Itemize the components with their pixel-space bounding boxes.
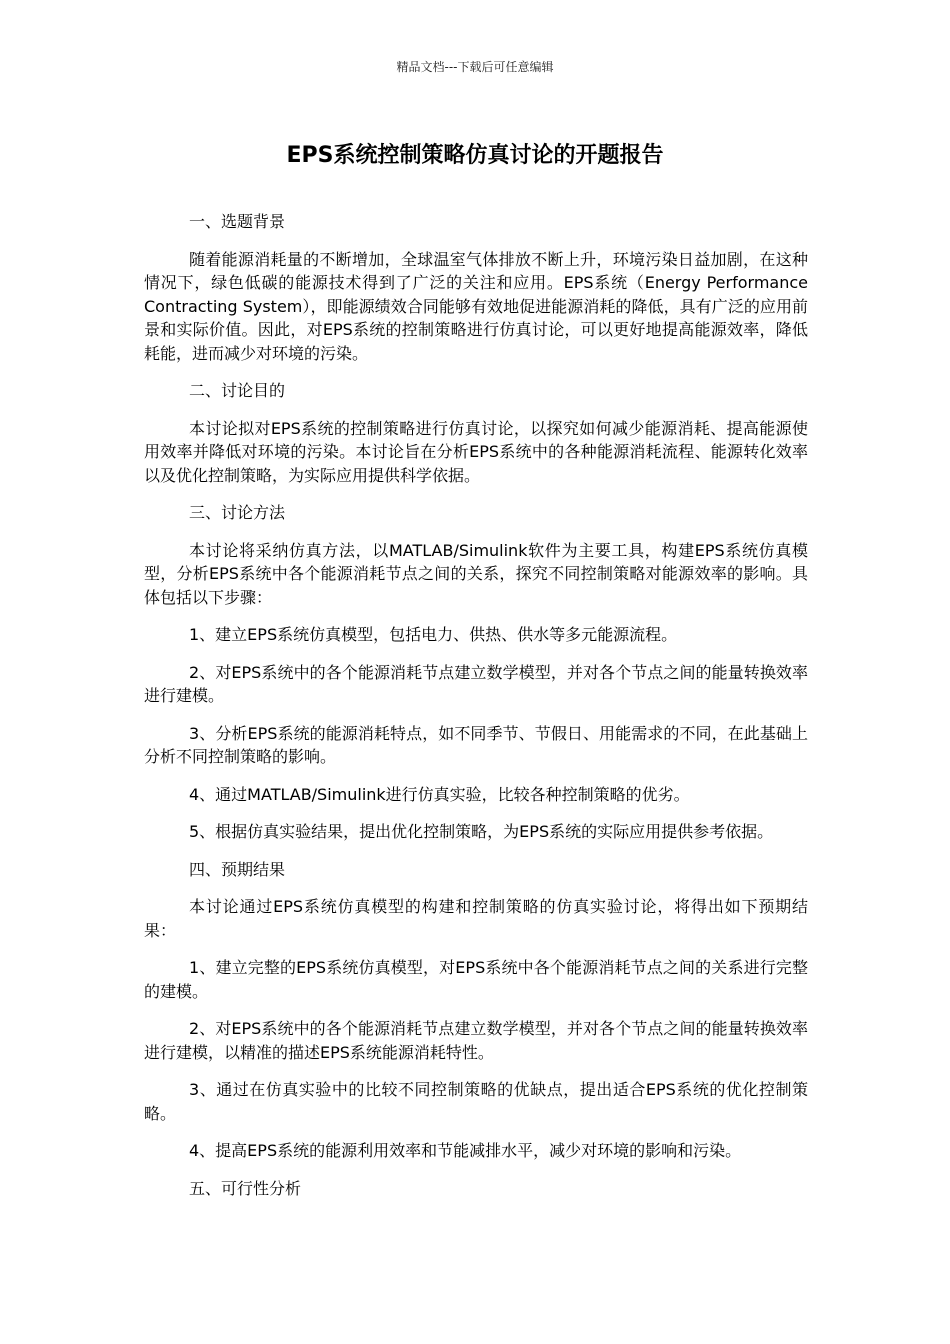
section-heading: 五、可行性分析	[189, 1178, 302, 1198]
section-heading: 二、讨论目的	[189, 381, 286, 400]
list-item: 3、通过在仿真实验中的比较不同控制策略的优缺点，提出适合EPS系统的优化控制策略。	[144, 1080, 808, 1123]
paragraph: 本讨论将采纳仿真方法，以MATLAB/Simulink软件为主要工具，构建EPS系统仿真模型，分析EPS系统中各个能源消耗节点之间的关系，探究不同控制策略对能源效率的影响。具体包括以下步骤：	[144, 540, 808, 607]
list-item: 3、分析EPS系统的能源消耗特点，如不同季节、节假日、用能需求的不同，在此基础上分析不同控制策略的影响。	[144, 723, 808, 766]
list-item: 4、通过MATLAB/Simulink进行仿真实验，比较各种控制策略的优劣。	[189, 784, 690, 804]
document-body	[144, 210, 808, 1214]
list-item: 1、建立完整的EPS系统仿真模型，对EPS系统中各个能源消耗节点之间的关系进行完整的建模。	[144, 958, 808, 1001]
list-item: 2、对EPS系统中的各个能源消耗节点建立数学模型，并对各个节点之间的能量转换效率进行建模，以精准的描述EPS系统能源消耗特性。	[144, 1019, 808, 1062]
paragraph: 本讨论拟对EPS系统的控制策略进行仿真讨论，以探究如何减少能源消耗、提高能源使用效率并降低对环境的污染。本讨论旨在分析EPS系统中的各种能源消耗流程、能源转化效率以及优化控制策略，为实际应用提供科学依据。	[144, 418, 808, 485]
paragraph: 随着能源消耗量的不断增加，全球温室气体排放不断上升，环境污染日益加剧，在这种情况下，绿色低碳的能源技术得到了广泛的关注和应用。EPS系统（Energy Performance Contracting System），即能源绩效合同能够有效地促进能源消耗的降低，具有广泛的应用前景和实际价值。因此，对EPS系统的控制策略进行仿真讨论，可以更好地提高能源效率，降低耗能，进而减少对环境的污染。	[144, 249, 808, 363]
list-item: 2、对EPS系统中的各个能源消耗节点建立数学模型，并对各个节点之间的能量转换效率进行建模。	[144, 662, 808, 705]
paragraph: 本讨论通过EPS系统仿真模型的构建和控制策略的仿真实验讨论，将得出如下预期结果：	[144, 897, 808, 940]
list-item: 1、建立EPS系统仿真模型，包括电力、供热、供水等多元能源流程。	[189, 625, 678, 644]
section-heading: 三、讨论方法	[189, 503, 286, 522]
section-heading: 四、预期结果	[189, 859, 286, 879]
document-title: EPS系统控制策略仿真讨论的开题报告	[286, 143, 664, 168]
section-heading: 一、选题背景	[189, 212, 286, 231]
list-item: 5、根据仿真实验结果，提出优化控制策略，为EPS系统的实际应用提供参考依据。	[189, 822, 774, 841]
list-item: 4、提高EPS系统的能源利用效率和节能减排水平，减少对环境的影响和污染。	[189, 1141, 742, 1160]
header-note: 精品文档---下载后可任意编辑	[396, 60, 554, 74]
